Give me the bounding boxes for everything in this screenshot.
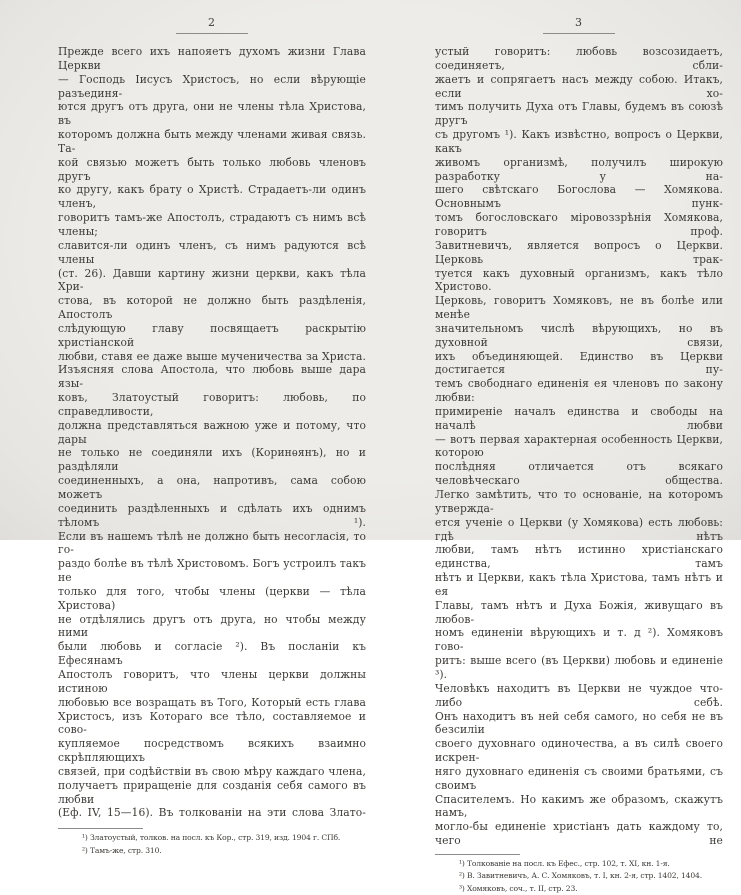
- text-line: Человѣкъ находитъ въ Церкви не чуждое что-либо себѣ.: [435, 681, 723, 709]
- text-line: кой связью можетъ быть только любовь членовъ другъ: [58, 155, 366, 183]
- page-body: [435, 45, 723, 848]
- text-line: Онъ находитъ въ ней себя самого, но себя не въ безсиліи: [435, 709, 723, 737]
- text-line: любовью все возращать въ Того, Который есть глава: [58, 695, 366, 709]
- page-left: [58, 16, 366, 857]
- text-line: Главы, тамъ нѣтъ и Духа Божія, живущаго въ любов-: [435, 598, 723, 626]
- footnote-separator: [58, 828, 143, 829]
- text-line: няго духовнаго единенія съ своими братьями, съ своимъ: [435, 764, 723, 792]
- text-line: не только не соединяли ихъ (Коринѳянъ), но и раздѣляли: [58, 446, 366, 474]
- text-line: ется ученіе о Церкви (у Хомякова) есть любовь: гдѣ нѣтъ: [435, 515, 723, 543]
- page-number: 3: [543, 16, 615, 34]
- text-line: ко другу, какъ брату о Христѣ. Страдаетъ-ли одинъ членъ,: [58, 183, 366, 211]
- text-line: своего духовнаго одиночества, а въ силѣ своего искрен-: [435, 737, 723, 765]
- text-line: ихъ объединяющей. Единство въ Церкви достигается пу-: [435, 349, 723, 377]
- page-body: [58, 45, 366, 820]
- text-line: должна представляться важною уже и потому, что дары: [58, 418, 366, 446]
- text-line: томъ богословскаго міровоззрѣнія Хомякова, говоритъ проф.: [435, 211, 723, 238]
- text-line: ковъ, Златоустый говоритъ: любовь, по справедливости,: [58, 391, 366, 418]
- footnote: ¹) Златоустый, толков. на посл. къ Кор., стр. 319, изд. 1904 г. СПб.: [82, 833, 341, 843]
- footnotes: [435, 854, 723, 895]
- text-line: раздо болѣе въ тѣлѣ Христовомъ. Богъ устроилъ такъ не: [58, 557, 366, 585]
- text-line: купляемое посредствомъ всякихъ взаимно скрѣпляющихъ: [58, 737, 366, 765]
- text-line: любви, тамъ нѣтъ истинно христіанскаго единства, тамъ: [435, 543, 723, 571]
- footnote: ¹) Толкованіе на посл. къ Ефес., стр. 102, т. XI, кн. 1-я.: [459, 858, 670, 868]
- text-line: Завитневичъ, является вопросъ о Церкви. Церковь трак-: [435, 238, 723, 266]
- text-line: могло-бы единеніе христіанъ дать каждому то, чего не: [435, 820, 723, 848]
- footnote: ³) Хомяковъ, соч., т. II, стр. 23.: [459, 883, 578, 893]
- text-line: слѣдующую главу посвящаетъ раскрытію христіанской: [58, 321, 366, 349]
- text-line: ются другъ отъ друга, они не члены тѣла Христова, въ: [58, 100, 366, 128]
- text-line: получаетъ приращеніе для созданія себя самого въ любви: [58, 778, 366, 806]
- footnotes: [58, 828, 366, 857]
- text-line: съ другомъ ¹). Какъ извѣстно, вопросъ о Церкви, какъ: [435, 128, 723, 155]
- text-line: только для того, чтобы члены (церкви — тѣла Христова): [58, 584, 366, 612]
- text-line: стова, въ которой не должно быть раздѣленія, Апостолъ: [58, 294, 366, 322]
- text-line: живомъ организмѣ, получилъ широкую разработку у на-: [435, 155, 723, 183]
- footnote-list: [58, 832, 366, 857]
- text-line: Христосъ, изъ Котораго все тѣло, составляемое и сово-: [58, 709, 366, 737]
- text-line: не отдѣлялись другъ отъ друга, но чтобы между ними: [58, 612, 366, 640]
- text-line: Легко замѣтить, что то основаніе, на которомъ утвержда-: [435, 488, 723, 515]
- text-line: — Господь Іисусъ Христосъ, но если вѣрующіе разъединя-: [58, 72, 366, 100]
- text-line: Если въ нашемъ тѣлѣ не должно быть несогласія, то го-: [58, 529, 366, 557]
- text-line: говоритъ тамъ-же Апостолъ, страдаютъ съ нимъ всѣ члены;: [58, 211, 366, 238]
- text-line: (ст. 26). Давши картину жизни церкви, какъ тѣла Хри-: [58, 266, 366, 294]
- text-line: связей, при содѣйствіи въ свою мѣру каждаго члена,: [58, 764, 366, 778]
- text-line: нѣтъ и Церкви, какъ тѣла Христова, тамъ нѣтъ и ея: [435, 571, 723, 598]
- text-line: любви, ставя ее даже выше мученичества за Христа.: [58, 349, 366, 363]
- text-line: Прежде всего ихъ напояетъ духомъ жизни Глава Церкви: [58, 45, 366, 72]
- text-line: послѣдняя отличается отъ всякаго человѣческаго общества.: [435, 460, 723, 488]
- text-line: были любовь и согласіе ²). Въ посланіи къ Ефесянамъ: [58, 640, 366, 668]
- text-line: туется какъ духовный организмъ, какъ тѣло Христово.: [435, 266, 723, 294]
- footnote: ²) В. Завитневичъ, А. С. Хомяковъ, т. I, кн. 2-я, стр. 1402, 1404.: [459, 871, 702, 881]
- text-line: ритъ: выше всего (въ Церкви) любовь и единеніе ³).: [435, 654, 723, 681]
- text-line: Апостолъ говоритъ, что члены церкви должны истиною: [58, 667, 366, 695]
- footnote-list: [435, 858, 723, 895]
- footnote: ²) Тамъ-же, стр. 310.: [82, 845, 162, 855]
- text-line: соединенныхъ, а она, напротивъ, сама собою можетъ: [58, 474, 366, 501]
- text-line: (Еф. IV, 15—16). Въ толкованіи на эти слова Злато-: [58, 806, 366, 820]
- text-line: Церковь, говоритъ Хомяковъ, не въ болѣе или менѣе: [435, 294, 723, 322]
- text-line: жаетъ и сопрягаетъ насъ между собою. Итакъ, если хо-: [435, 72, 723, 100]
- text-line: Спасителемъ. Но какимъ же образомъ, скажутъ намъ,: [435, 792, 723, 820]
- text-line: тимъ получить Духа отъ Главы, будемъ въ союзѣ другъ: [435, 100, 723, 128]
- footnote-separator: [435, 854, 520, 855]
- text-line: — вотъ первая характерная особенность Церкви, которою: [435, 432, 723, 460]
- text-line: которомъ должна быть между членами живая связь. Та-: [58, 128, 366, 155]
- text-line: соединить раздѣленныхъ и сдѣлать ихъ однимъ тѣломъ ¹).: [58, 501, 366, 529]
- text-line: Изъясняя слова Апостола, что любовь выше дара язы-: [58, 363, 366, 391]
- text-line: темъ свободнаго единенія ея членовъ по закону любви:: [435, 377, 723, 405]
- page-number: 2: [176, 16, 248, 34]
- text-line: номъ единеніи вѣрующихъ и т. д ²). Хомяковъ гово-: [435, 626, 723, 654]
- text-line: шего свѣтскаго Богослова — Хомякова. Основнымъ пунк-: [435, 183, 723, 211]
- page-right: [435, 16, 723, 895]
- text-line: значительномъ числѣ вѣрующихъ, но въ духовной связи,: [435, 321, 723, 349]
- text-line: устый говоритъ: любовь возсозидаетъ, соединяетъ, сбли-: [435, 45, 723, 72]
- text-line: примиреніе началъ единства и свободы на началѣ любви: [435, 404, 723, 432]
- text-line: славится-ли одинъ членъ, съ нимъ радуются всѣ члены: [58, 238, 366, 266]
